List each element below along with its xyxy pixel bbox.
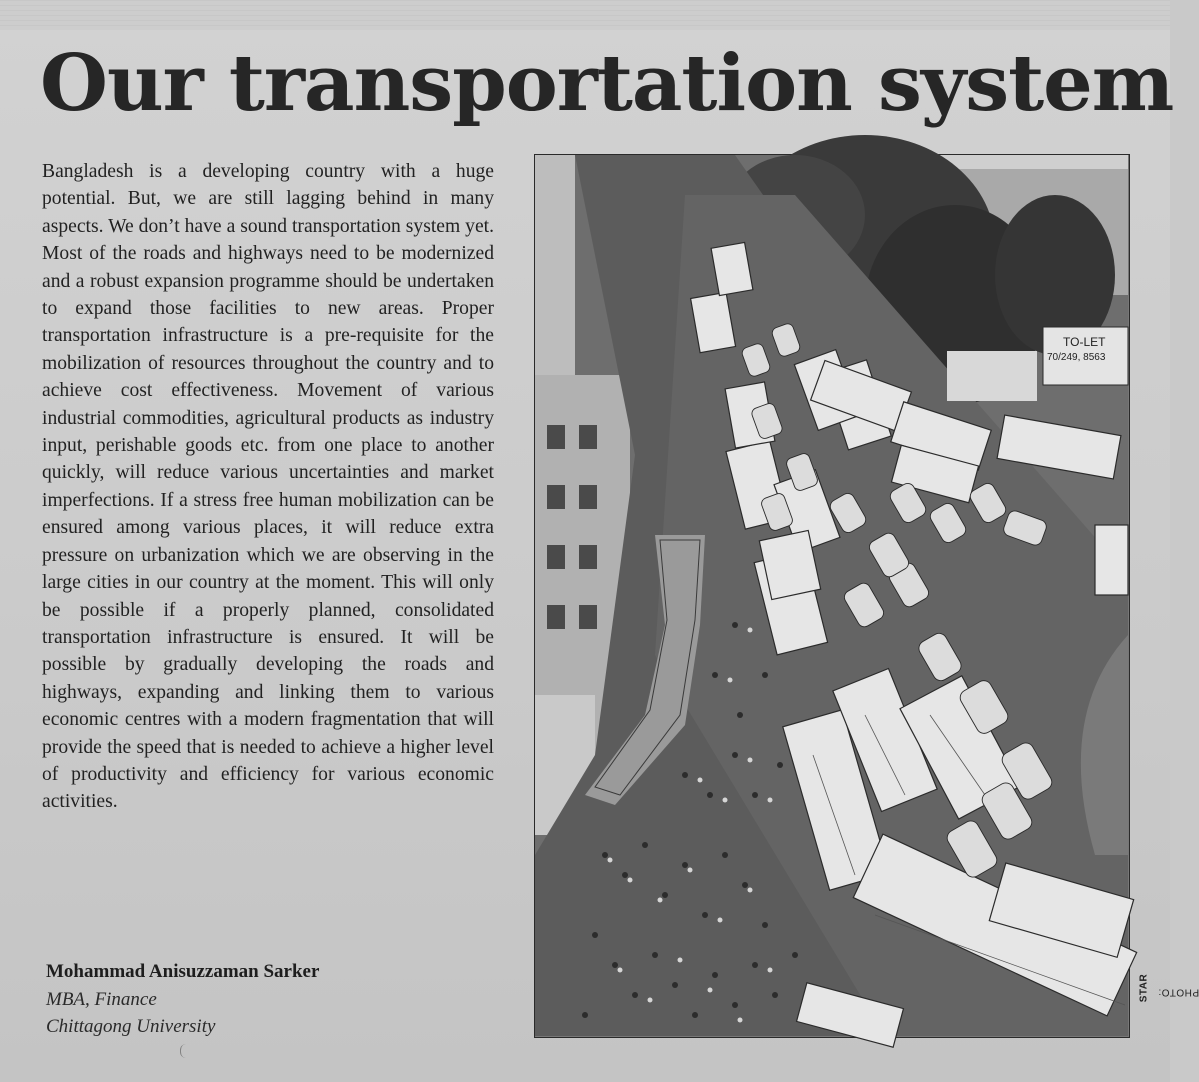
print-mark	[180, 1044, 187, 1058]
photo-credit-source: STAR	[1138, 973, 1150, 1003]
tolet-sign-line1: TO-LET	[1063, 335, 1106, 349]
author-degree: MBA, Finance	[46, 989, 157, 1010]
bleed-through-text	[0, 0, 1170, 30]
photo-credit	[1134, 948, 1199, 1028]
traffic-photo-image	[535, 155, 1128, 1036]
article-body: Bangladesh is a developing country with a huge potential. But, we are still lagging behind in many aspects. We don’t have a sound transportation system yet. Most of the roads and highways need to be modernized and a robust expansion programme should be undertaken to expand those facilities to new areas. Proper transportation infrastructure is a pre-requisite for the mobilization of resources throughout the country and to achieve cost effectiveness. Movement of various industrial commodities, agricultural products as industry input, perishable goods etc. from one place to another quickly, will reduce various uncertainties and market imperfections. If a stress free human mobilization can be ensured among various places, it will reduce extra pressure on urbanization which we are observing in the large cities in our country at the moment. This will only be possible if a properly planned, consolidated transportation infrastructure is ensured. It will be possible by gradually developing the roads and highways, expanding and linking them to various economic centres with a modern fragmentation that will provide the speed that is needed to achieve a higher level of productivity and efficiency for various economic activities.	[42, 161, 494, 813]
tolet-sign-line2: 70/249, 8563	[1047, 352, 1106, 363]
traffic-photo	[534, 154, 1130, 1038]
byline	[46, 958, 496, 1040]
photo-credit-prefix: PHOTO:	[1157, 986, 1199, 998]
headline: Our transportation system	[40, 38, 1174, 129]
author-name: Mohammad Anisuzzaman Sarker	[46, 961, 320, 982]
author-institution: Chittagong University	[46, 1016, 216, 1037]
